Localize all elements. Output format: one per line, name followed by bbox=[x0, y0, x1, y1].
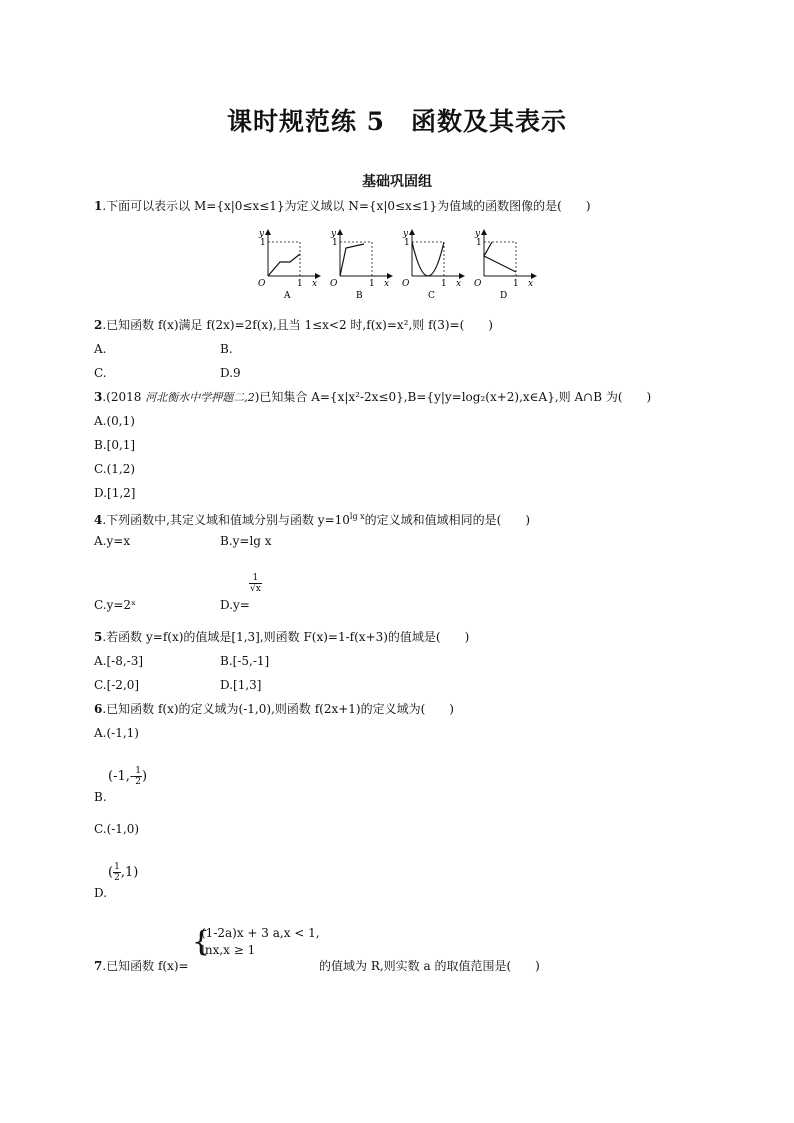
axis-label-x: x bbox=[456, 279, 462, 289]
question-3 bbox=[94, 389, 651, 406]
q6-option-a: A.(-1,1) bbox=[94, 726, 139, 740]
graph-label: D bbox=[500, 291, 508, 301]
exponent: lg x bbox=[349, 512, 365, 521]
question-6 bbox=[94, 701, 454, 717]
question-text: .已知函数 f(x)的定义域为(-1,0),则函数 f(2x+1)的定义域为( ) bbox=[102, 702, 454, 716]
question-7-tail: 的值域为 R,则实数 a 的取值范围是( ) bbox=[319, 959, 540, 973]
q6-option-b: B. bbox=[94, 790, 107, 804]
fraction-denominator: √x bbox=[250, 584, 261, 594]
question-5 bbox=[94, 629, 469, 645]
q5-option-a: A.[-8,-3] bbox=[94, 654, 144, 668]
axis-label-y: y bbox=[331, 229, 337, 239]
origin-label: O bbox=[402, 279, 410, 289]
q7-piecewise bbox=[192, 925, 320, 959]
question-2 bbox=[94, 317, 493, 333]
q4-option-a: A.y=x bbox=[94, 534, 131, 548]
question-text: .若函数 y=f(x)的值域是[1,3],则函数 F(x)=1-f(x+3)的值域是( ) bbox=[102, 630, 470, 644]
section-heading: 基础巩固组 bbox=[362, 174, 432, 190]
q2-option-c: C. bbox=[94, 366, 107, 380]
question-number: 2 bbox=[94, 318, 103, 332]
q3-option-c: C.(1,2) bbox=[94, 462, 136, 476]
question-text: .已知函数 f(x)满足 f(2x)=2f(x),且当 1≤x<2 时,f(x)=x²,则 f(3)=( ) bbox=[102, 318, 493, 332]
page-title: 课时规范练 5 函数及其表示 bbox=[226, 107, 568, 136]
graph-label: B bbox=[356, 291, 363, 301]
question-number: 3 bbox=[94, 390, 103, 404]
question-1 bbox=[94, 198, 591, 214]
brace: { bbox=[192, 925, 210, 958]
tick-label: 1 bbox=[260, 238, 266, 248]
axis-label-y: y bbox=[259, 229, 265, 239]
q2-option-d: D.9 bbox=[220, 366, 241, 380]
graph-a bbox=[258, 229, 320, 301]
axis-label-y: y bbox=[475, 229, 481, 239]
origin-label: O bbox=[330, 279, 338, 289]
question-text: .下面可以表示以 M={x|0≤x≤1}为定义域以 N={x|0≤x≤1}为值域的函数图像的是( ) bbox=[102, 199, 591, 213]
q4-option-c: C.y=2ˣ bbox=[94, 598, 137, 612]
q6-option-b-expression: (-1,- $\frac{1}{2}$ ) bbox=[108, 766, 148, 787]
graph-label: A bbox=[284, 291, 291, 301]
q4-option-d-fraction bbox=[249, 573, 262, 594]
q5-option-d: D.[1,3] bbox=[220, 678, 262, 692]
tick-label: 1 bbox=[297, 279, 303, 289]
question-number: 7 bbox=[94, 959, 103, 973]
graph-b bbox=[330, 229, 392, 301]
q4-option-d: D.y= bbox=[220, 598, 250, 612]
question-number: 5 bbox=[94, 630, 103, 644]
q2-option-b: B. bbox=[220, 342, 233, 356]
q3-option-d: D.[1,2] bbox=[94, 486, 136, 500]
piece-2: lnx,x ≥ 1 bbox=[201, 943, 256, 957]
graph-d bbox=[474, 229, 536, 301]
tick-label: 1 bbox=[441, 279, 447, 289]
q5-option-b: B.[-5,-1] bbox=[220, 654, 270, 668]
tick-label: 1 bbox=[404, 238, 410, 248]
q2-option-a: A. bbox=[94, 342, 107, 356]
question-text: .(2018 bbox=[102, 390, 146, 404]
axis-label-x: x bbox=[528, 279, 534, 289]
tick-label: 1 bbox=[476, 238, 482, 248]
piece-1: (1-2a)x + 3 a,x < 1, bbox=[201, 926, 320, 940]
q1-graphs bbox=[250, 224, 540, 304]
question-number: 4 bbox=[94, 513, 103, 527]
q6-option-d: D. bbox=[94, 886, 108, 900]
question-text: )已知集合 A={x|x²-2x≤0},B={y|y=log₂(x+2),x∈A},则 A∩B 为( ) bbox=[254, 390, 652, 404]
question-text: .下列函数中,其定义域和值域分别与函数 y=10 bbox=[102, 513, 350, 527]
tick-label: 1 bbox=[369, 279, 375, 289]
fraction-numerator: 1 bbox=[249, 573, 262, 584]
tick-label: 1 bbox=[332, 238, 338, 248]
axis-label-y: y bbox=[403, 229, 409, 239]
question-text: .已知函数 f(x)= bbox=[102, 959, 189, 973]
q6-option-d-expression: ( $\frac{1}{2}$ ,1) bbox=[108, 862, 139, 883]
q4-option-b: B.y=lg x bbox=[220, 534, 272, 548]
q3-option-b: B.[0,1] bbox=[94, 438, 136, 452]
question-number: 1 bbox=[94, 199, 103, 213]
question-4 bbox=[94, 509, 530, 528]
tick-label: 1 bbox=[513, 279, 519, 289]
graph-label: C bbox=[428, 291, 435, 301]
q6-option-c: C.(-1,0) bbox=[94, 822, 140, 836]
question-7 bbox=[94, 958, 189, 974]
graph-c bbox=[402, 229, 464, 301]
axis-label-x: x bbox=[384, 279, 390, 289]
axis-label-x: x bbox=[312, 279, 318, 289]
origin-label: O bbox=[258, 279, 266, 289]
q3-option-a: A.(0,1) bbox=[94, 414, 135, 428]
question-text: 的定义域和值域相同的是( ) bbox=[364, 513, 531, 527]
question-source: 河北衡水中学押题二,2 bbox=[145, 391, 255, 404]
question-number: 6 bbox=[94, 702, 103, 716]
origin-label: O bbox=[474, 279, 482, 289]
q5-option-c: C.[-2,0] bbox=[94, 678, 140, 692]
